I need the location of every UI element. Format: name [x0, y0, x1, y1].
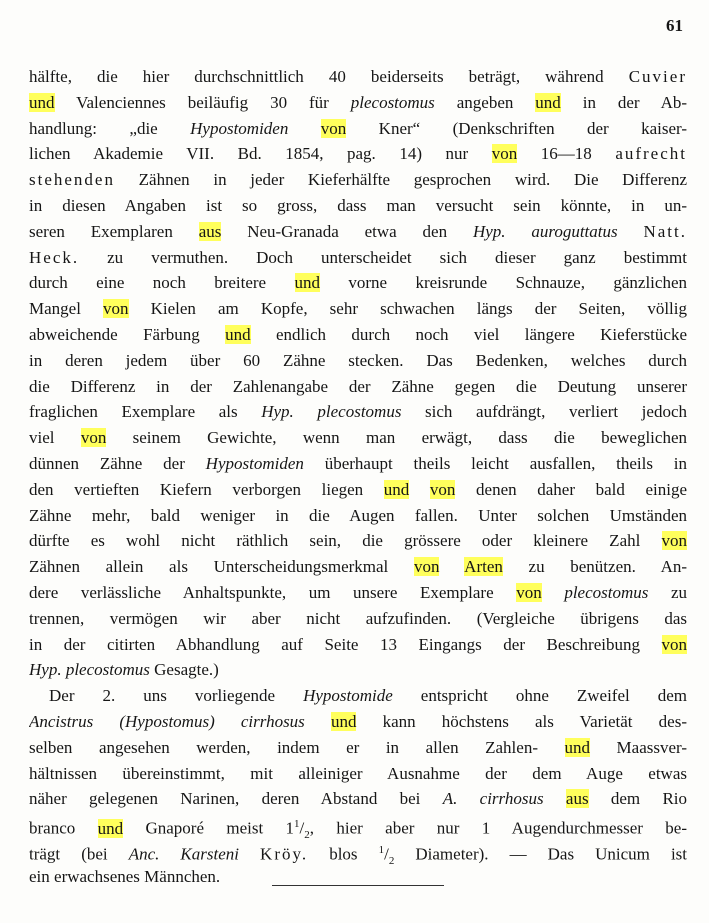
text-line	[29, 657, 687, 683]
text-run: hälfte, die hier durchschnittlich 40 beiderseits beträgt, während	[29, 67, 629, 86]
text-run: entspricht ohne Zweifel dem	[392, 686, 687, 706]
highlighted-word: von	[516, 582, 542, 602]
text-line	[29, 399, 687, 425]
text-line	[29, 64, 687, 90]
text-run: überhaupt theils leicht ausfallen, theils in	[303, 453, 687, 473]
text-run	[542, 583, 565, 602]
text-run: dere verlässliche Anhaltspunkte, um unsere Exemplare	[29, 582, 517, 602]
text-run: zu vermuthen. Doch unterscheidet sich dieser ganz bestimmt	[79, 247, 687, 267]
text-run: seren Exemplaren	[29, 221, 199, 241]
text-run: trennen, vermögen wir aber nicht aufzufinden. (Vergleiche übrigens das	[29, 608, 687, 628]
text-run: ein erwachsenes Männchen.	[29, 866, 221, 886]
highlighted-word: und	[29, 92, 55, 112]
text-run: trägt (bei	[29, 844, 129, 864]
text-run: dürfte es wohl nicht räthlich sein, die grössere oder kleinere Zahl	[29, 531, 662, 551]
text-run	[618, 222, 644, 241]
end-rule	[272, 885, 444, 886]
italic-text: Hypostomide	[303, 686, 393, 706]
highlighted-word: und	[564, 737, 591, 757]
text-run: Gnaporé meist 1	[123, 818, 295, 838]
text-run: vorne kreisrunde Schnauze, gänzlichen	[320, 273, 687, 293]
highlighted-word: und	[330, 711, 357, 731]
text-run: Neu-Granada etwa den	[221, 221, 473, 241]
text-run: denen daher bald einige	[455, 479, 687, 499]
text-line	[29, 761, 687, 787]
highlighted-word: Arten	[464, 557, 503, 577]
text-run: sich aufdrängt, verliert jedoch	[401, 402, 687, 422]
highlighted-word: aus	[198, 221, 222, 241]
text-run: , hier aber nur 1 Augendurchmesser be-	[309, 818, 687, 838]
italic-text: plecostomus	[350, 92, 435, 112]
italic-text: Hyp. plecostomus	[29, 660, 150, 680]
text-run: Kielen am Kopfe, sehr schwachen längs der Seiten, völlig	[128, 299, 687, 319]
text-run: Zähnen in jeder Kieferhälfte gesprochen wird. Die Differenz	[114, 170, 687, 190]
body-text	[29, 64, 687, 890]
italic-text: Anc. Karsteni	[128, 844, 239, 864]
highlighted-word: von	[429, 479, 456, 499]
text-run: lichen Akademie VII. Bd. 1854, pag. 14) nur	[29, 144, 492, 164]
text-line	[29, 296, 687, 322]
text-run: kann höchstens als Varietät des-	[356, 711, 687, 731]
italic-text: plecostomus	[564, 582, 649, 602]
highlighted-word: von	[103, 299, 129, 319]
text-line	[29, 554, 687, 580]
text-run: 16—18	[517, 144, 616, 164]
text-run: Zähnen allein als Unterscheidungsmerkmal	[29, 557, 414, 577]
text-line	[29, 374, 687, 400]
text-run: den vertieften Kiefern verborgen liegen	[29, 479, 384, 499]
text-run	[239, 845, 260, 864]
highlighted-word: von	[661, 531, 687, 551]
text-line	[29, 167, 687, 193]
text-run: näher gelegenen Narinen, deren Abstand bei	[29, 789, 443, 809]
text-line	[29, 477, 687, 503]
text-run: Mangel	[29, 299, 104, 319]
highlighted-word: aus	[565, 789, 589, 809]
text-run: viel	[29, 428, 81, 448]
text-line	[29, 683, 687, 709]
spaced-text: stehenden	[29, 170, 115, 190]
text-run: angeben	[434, 92, 536, 112]
text-run: abweichende Färbung	[29, 324, 226, 344]
text-line	[29, 348, 687, 374]
highlighted-word: und	[535, 92, 561, 112]
text-run	[409, 480, 430, 499]
text-line	[29, 838, 687, 864]
text-run: branco	[29, 818, 98, 838]
text-line	[29, 786, 687, 812]
italic-text: A. cirrhosus	[442, 789, 544, 809]
text-run: Valenciennes beiläufig 30 für	[54, 92, 351, 112]
text-run: /	[299, 818, 305, 838]
text-run: zu	[648, 582, 687, 602]
text-line	[29, 116, 687, 142]
text-line	[29, 735, 687, 761]
text-run: in diesen Angaben ist so gross, dass man versucht sein könnte, in un-	[29, 195, 687, 215]
fraction-denominator: 2	[388, 854, 395, 864]
text-run: Maassver-	[590, 737, 687, 757]
text-line	[29, 812, 687, 838]
text-line	[29, 709, 687, 735]
text-line	[29, 606, 687, 632]
text-line	[29, 245, 687, 271]
highlighted-word: von	[661, 634, 687, 654]
text-run: dem Rio	[588, 789, 687, 809]
italic-text: Hypostomiden	[190, 118, 289, 138]
text-run	[288, 119, 320, 138]
highlighted-word: und	[383, 479, 410, 499]
spaced-text: Natt.	[643, 221, 687, 241]
italic-text: Hyp. plecostomus	[261, 402, 402, 422]
highlighted-word: von	[320, 118, 347, 138]
fraction-numerator: 1	[378, 843, 385, 856]
highlighted-word: und	[225, 324, 251, 344]
spaced-text: aufrecht	[615, 144, 687, 164]
text-run: /	[384, 844, 389, 864]
text-line	[29, 580, 687, 606]
text-run: Der 2. uns vorliegende	[49, 686, 304, 706]
text-run	[544, 789, 566, 808]
text-run: in deren jedem über 60 Zähne stecken. Das Bedenken, welches durch	[29, 350, 687, 370]
text-run	[305, 712, 331, 731]
text-run: zu benützen. An-	[502, 557, 687, 577]
fraction-denominator: 2	[304, 829, 310, 838]
text-line	[29, 503, 687, 529]
text-run: Zähne mehr, bald weniger in die Augen fallen. Unter solchen Umständen	[29, 505, 687, 525]
text-run: durch eine noch breitere	[29, 273, 295, 293]
text-line	[29, 322, 687, 348]
text-line	[29, 528, 687, 554]
text-run: Gesagte.)	[149, 660, 219, 680]
highlighted-word: und	[97, 818, 124, 838]
text-line	[29, 270, 687, 296]
spaced-text: Heck.	[29, 247, 80, 267]
text-run: die Differenz in der Zahlenangabe der Zähne gegen die Deutung unserer	[29, 376, 687, 396]
text-run: in der Ab-	[560, 92, 687, 112]
text-run: endlich durch noch viel längere Kieferstücke	[250, 324, 687, 344]
text-run: hältnissen übereinstimmt, mit alleiniger Ausnahme der dem Auge etwas	[29, 763, 687, 783]
highlighted-word: und	[294, 273, 320, 293]
text-run: dünnen Zähne der	[29, 453, 206, 473]
italic-text: Ancistrus (Hypostomus) cirrhosus	[29, 711, 305, 731]
text-run: Diameter). — Das Unicum ist	[394, 844, 687, 864]
spaced-text: Kröy.	[260, 844, 309, 864]
text-run	[439, 557, 464, 576]
highlighted-word: von	[413, 557, 440, 577]
page-number: 61	[666, 16, 683, 35]
text-run: in der citirten Abhandlung auf Seite 13 Eingangs der Beschreibung	[29, 634, 662, 654]
highlighted-word: von	[491, 144, 518, 164]
italic-text: Hyp. auroguttatus	[472, 221, 618, 241]
text-run: seinem Gewichte, wenn man erwägt, dass die beweglichen	[106, 428, 687, 448]
text-run: blos	[308, 844, 379, 864]
highlighted-word: von	[80, 428, 107, 448]
text-line	[29, 451, 687, 477]
text-line	[29, 425, 687, 451]
text-line	[29, 90, 687, 116]
text-line	[29, 219, 687, 245]
fraction-numerator: 1	[294, 818, 300, 831]
text-line	[29, 632, 687, 658]
spaced-text: Cuvier	[628, 67, 687, 86]
text-line	[29, 193, 687, 219]
text-run: Kner“ (Denkschriften der kaiser-	[346, 118, 687, 138]
italic-text: Hypostomiden	[205, 453, 304, 473]
text-run: fraglichen Exemplare als	[29, 402, 262, 422]
text-line	[29, 141, 687, 167]
text-run: selben angesehen werden, indem er in allen Zahlen-	[29, 737, 565, 757]
text-run: handlung: „die	[29, 118, 191, 138]
